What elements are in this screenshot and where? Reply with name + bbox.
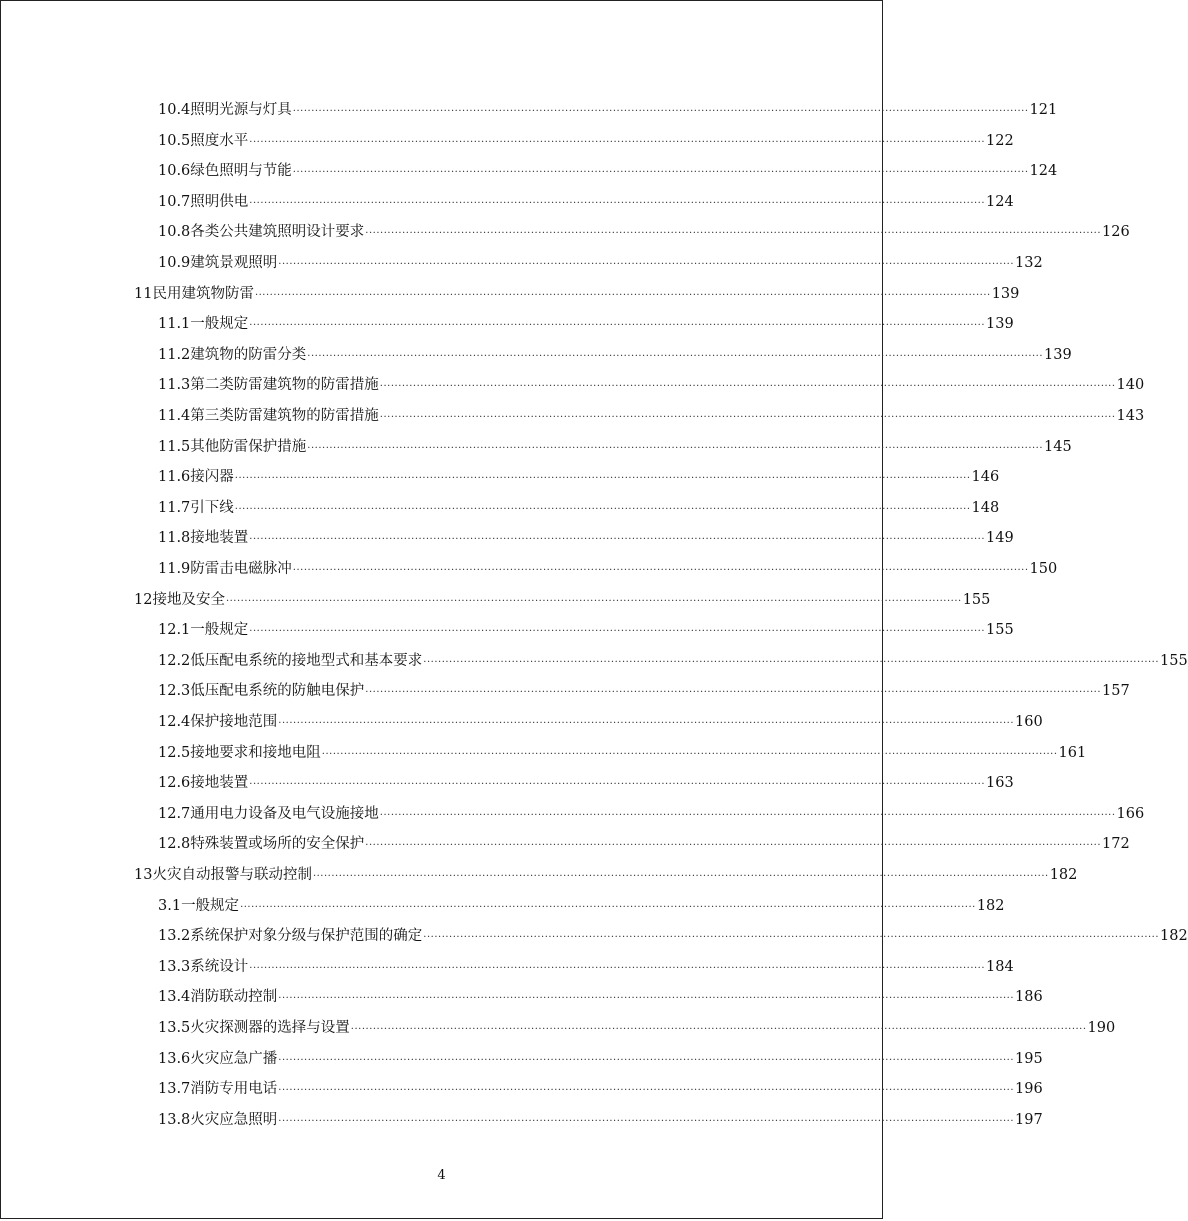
toc-entry-title: 系统保护对象分级与保护范围的确定 xyxy=(190,928,423,945)
toc-leader-dots: ········································································································································································································ xyxy=(423,932,1160,944)
page-number: 4 xyxy=(437,1168,446,1183)
toc-entry-page: 182 xyxy=(976,897,1005,914)
toc-entry-number: 11.8 xyxy=(158,530,191,547)
toc-entry-title: 第二类防雷建筑物的防雷措施 xyxy=(190,377,379,394)
toc-leader-dots: ········································································································································································································ xyxy=(321,748,1058,760)
toc-entry-number: 10.8 xyxy=(158,224,191,241)
toc-leader-dots: ········································································································································································································ xyxy=(249,626,986,638)
toc-entry-title: 消防联动控制 xyxy=(190,989,278,1006)
toc-entry-number: 12.1 xyxy=(158,622,191,639)
toc-entry-title: 照明光源与灯具 xyxy=(190,102,292,118)
toc-entry-title: 接地及安全 xyxy=(152,591,225,608)
toc-entry-title: 建筑物的防雷分类 xyxy=(190,346,307,363)
toc-entry-title: 照明供电 xyxy=(190,193,249,210)
toc-entry-page: 160 xyxy=(1015,714,1043,730)
toc-entry-number: 12.2 xyxy=(158,652,191,669)
toc-entry-page: 148 xyxy=(971,499,1000,516)
toc-entry-title: 一般规定 xyxy=(181,897,240,914)
toc-section-row xyxy=(158,437,1072,457)
toc-entry-page: 190 xyxy=(1087,1020,1116,1036)
toc-entry-title: 火灾应急照明 xyxy=(190,1111,278,1128)
toc-entry-page: 163 xyxy=(986,775,1014,792)
toc-entry-number: 13 xyxy=(134,867,153,883)
toc-section-row xyxy=(158,834,1130,854)
toc-entry-number: 11.6 xyxy=(158,469,191,486)
toc-entry-title: 保护接地范围 xyxy=(190,714,278,730)
toc-leader-dots: ········································································································································································································ xyxy=(240,901,976,913)
toc-leader-dots: ········································································································································································································ xyxy=(278,1115,1015,1127)
toc-entry-title: 引下线 xyxy=(190,499,234,516)
toc-chapter-row xyxy=(134,590,991,610)
toc-entry-page: 124 xyxy=(1029,163,1058,180)
toc-entry-number: 12.3 xyxy=(158,683,191,700)
toc-entry-number: 13.3 xyxy=(158,958,191,975)
toc-entry-number: 3.1 xyxy=(158,897,182,914)
toc-leader-dots: ········································································································································································································ xyxy=(379,412,1116,423)
toc-section-row xyxy=(158,743,1087,763)
toc-section-row xyxy=(158,620,1014,640)
toc-entry-title: 照度水平 xyxy=(190,132,249,149)
toc-section-row xyxy=(158,375,1145,395)
toc-entry-page: 139 xyxy=(986,316,1014,333)
toc-entry-number: 12.6 xyxy=(158,775,191,792)
toc-leader-dots: ········································································································································································································ xyxy=(278,1054,1015,1066)
toc-section-row xyxy=(158,804,1145,824)
toc-leader-dots: ········································································································································································································ xyxy=(365,228,1102,240)
toc-leader-dots: ········································································································································································································ xyxy=(278,1085,1015,1097)
toc-entry-page: 140 xyxy=(1116,377,1145,394)
toc-entry-title: 低压配电系统的接地型式和基本要求 xyxy=(190,652,423,669)
toc-leader-dots: ········································································································································································································ xyxy=(249,136,986,148)
toc-entry-page: 132 xyxy=(1015,255,1043,271)
toc-entry-title: 通用电力设备及电气设施接地 xyxy=(190,805,379,822)
toc-section-row xyxy=(158,345,1072,365)
toc-entry-number: 13.2 xyxy=(158,928,191,945)
toc-entry-page: 122 xyxy=(986,132,1014,149)
toc-entry-page: 126 xyxy=(1102,224,1130,241)
toc-leader-dots: ········································································································································································································ xyxy=(234,503,971,515)
toc-entry-page: 143 xyxy=(1116,408,1145,424)
toc-entry-title: 其他防雷保护措施 xyxy=(190,438,307,455)
toc-entry-page: 146 xyxy=(971,469,1000,486)
toc-leader-dots: ········································································································································································································ xyxy=(307,350,1044,362)
toc-section-row xyxy=(158,926,1188,946)
toc-entry-number: 13.4 xyxy=(158,989,191,1006)
toc-entry-number: 11.9 xyxy=(158,561,191,577)
toc-entry-page: 172 xyxy=(1102,836,1130,853)
toc-chapter-row xyxy=(134,284,1020,304)
toc-section-row xyxy=(158,528,1014,548)
toc-entry-title: 一般规定 xyxy=(190,622,249,639)
toc-leader-dots: ········································································································································································································ xyxy=(278,993,1015,1005)
toc-entry-number: 11.4 xyxy=(158,408,191,424)
toc-entry-number: 12.4 xyxy=(158,714,191,730)
toc-entry-title: 建筑景观照明 xyxy=(190,255,278,271)
toc-entry-title: 接闪器 xyxy=(190,469,234,486)
toc-entry-number: 12.7 xyxy=(158,805,191,822)
toc-entry-page: 155 xyxy=(1160,652,1188,669)
toc-section-row xyxy=(158,1079,1043,1099)
toc-entry-number: 11.2 xyxy=(158,346,191,363)
toc-entry-number: 12 xyxy=(134,591,153,608)
toc-section-row xyxy=(158,498,1000,518)
toc-entry-number: 11.1 xyxy=(158,316,191,333)
toc-section-row xyxy=(158,467,1000,487)
toc-leader-dots: ········································································································································································································ xyxy=(350,1024,1087,1035)
toc-section-row xyxy=(158,131,1014,151)
toc-entry-page: 166 xyxy=(1116,805,1145,822)
toc-entry-page: 150 xyxy=(1029,561,1058,577)
toc-section-row xyxy=(158,896,1005,916)
toc-section-row xyxy=(158,651,1188,671)
toc-leader-dots: ········································································································································································································ xyxy=(307,442,1044,454)
toc-leader-dots: ········································································································································································································ xyxy=(249,779,986,791)
toc-leader-dots: ········································································································································································································ xyxy=(292,167,1029,179)
toc-entry-number: 13.8 xyxy=(158,1111,191,1128)
toc-entry-page: 182 xyxy=(1049,867,1078,883)
toc-entry-title: 低压配电系统的防触电保护 xyxy=(190,683,365,700)
toc-entry-number: 11.3 xyxy=(158,377,191,394)
toc-entry-title: 各类公共建筑照明设计要求 xyxy=(190,224,365,241)
toc-entry-page: 161 xyxy=(1058,744,1087,761)
toc-section-row xyxy=(158,314,1014,334)
toc-entry-number: 13.6 xyxy=(158,1050,191,1067)
toc-section-row xyxy=(158,773,1014,793)
toc-section-row xyxy=(158,406,1145,426)
toc-entry-page: 121 xyxy=(1029,102,1058,118)
toc-entry-title: 第三类防雷建筑物的防雷措施 xyxy=(190,408,379,424)
toc-section-row xyxy=(158,222,1130,242)
toc-leader-dots: ········································································································································································································ xyxy=(234,473,971,485)
toc-entry-title: 民用建筑物防雷 xyxy=(152,285,254,302)
toc-leader-dots: ········································································································································································································ xyxy=(423,656,1160,668)
toc-entry-page: 195 xyxy=(1015,1050,1043,1067)
toc-entry-number: 11.7 xyxy=(158,499,191,516)
toc-entry-page: 196 xyxy=(1015,1081,1043,1098)
toc-entry-title: 接地装置 xyxy=(190,775,249,792)
toc-leader-dots: ········································································································································································································ xyxy=(249,534,986,546)
toc-leader-dots: ········································································································································································································ xyxy=(379,381,1116,393)
toc-entry-number: 13.5 xyxy=(158,1020,191,1036)
toc-section-row xyxy=(158,100,1058,120)
toc-section-row xyxy=(158,559,1058,579)
toc-entry-page: 124 xyxy=(986,193,1014,210)
toc-entry-title: 防雷击电磁脉冲 xyxy=(190,561,292,577)
toc-entry-page: 184 xyxy=(986,958,1014,975)
toc-entry-page: 186 xyxy=(1015,989,1043,1006)
toc-entry-title: 消防专用电话 xyxy=(190,1081,278,1098)
toc-section-row xyxy=(158,712,1043,732)
toc-entry-title: 接地要求和接地电阻 xyxy=(190,744,321,761)
toc-entry-title: 接地装置 xyxy=(190,530,249,547)
toc-entry-title: 火灾探测器的选择与设置 xyxy=(190,1020,350,1036)
toc-section-row xyxy=(158,1110,1043,1130)
toc-section-row xyxy=(158,253,1043,273)
toc-leader-dots: ········································································································································································································ xyxy=(312,871,1049,882)
toc-leader-dots: ········································································································································································································ xyxy=(225,595,962,607)
toc-entry-page: 139 xyxy=(1044,346,1072,363)
toc-entry-number: 12.5 xyxy=(158,744,191,761)
toc-entry-number: 11 xyxy=(134,285,153,302)
toc-leader-dots: ········································································································································································································ xyxy=(379,809,1116,821)
toc-entry-number: 12.8 xyxy=(158,836,191,853)
toc-section-row xyxy=(158,161,1058,181)
toc-leader-dots: ········································································································································································································ xyxy=(292,565,1029,576)
toc-entry-number: 10.9 xyxy=(158,255,191,271)
toc-entry-page: 182 xyxy=(1160,928,1188,945)
toc-section-row xyxy=(158,1049,1043,1069)
toc-entry-number: 10.6 xyxy=(158,163,191,180)
toc-section-row xyxy=(158,987,1043,1007)
toc-leader-dots: ········································································································································································································ xyxy=(365,840,1102,852)
toc-section-row xyxy=(158,192,1014,212)
toc-entry-page: 145 xyxy=(1044,438,1072,455)
toc-entry-number: 13.7 xyxy=(158,1081,191,1098)
toc-leader-dots: ········································································································································································································ xyxy=(249,320,986,332)
toc-entry-title: 火灾自动报警与联动控制 xyxy=(152,867,312,883)
toc-entry-title: 特殊装置或场所的安全保护 xyxy=(190,836,365,853)
toc-leader-dots: ········································································································································································································ xyxy=(249,197,986,209)
toc-entry-number: 10.5 xyxy=(158,132,191,149)
toc-leader-dots: ········································································································································································································ xyxy=(254,289,991,301)
toc-section-row xyxy=(158,681,1130,701)
toc-entry-title: 系统设计 xyxy=(190,958,249,975)
toc-entry-number: 10.7 xyxy=(158,193,191,210)
toc-leader-dots: ········································································································································································································ xyxy=(249,962,986,974)
toc-entry-page: 149 xyxy=(986,530,1014,547)
toc-entry-title: 绿色照明与节能 xyxy=(190,163,292,180)
toc-entry-page: 155 xyxy=(962,591,991,608)
toc-entry-page: 155 xyxy=(986,622,1014,639)
toc-entry-title: 火灾应急广播 xyxy=(190,1050,278,1067)
toc-entry-page: 197 xyxy=(1015,1111,1043,1128)
toc-chapter-row xyxy=(134,865,1078,885)
toc-leader-dots: ········································································································································································································ xyxy=(278,259,1015,270)
toc-leader-dots: ········································································································································································································ xyxy=(292,106,1029,117)
toc-entry-number: 10.4 xyxy=(158,102,191,118)
toc-leader-dots: ········································································································································································································ xyxy=(365,687,1102,699)
toc-entry-page: 139 xyxy=(991,285,1020,302)
toc-entry-number: 11.5 xyxy=(158,438,191,455)
toc-section-row xyxy=(158,1018,1116,1038)
toc-section-row xyxy=(158,957,1014,977)
toc-entry-title: 一般规定 xyxy=(190,316,249,333)
toc-entry-page: 157 xyxy=(1102,683,1130,700)
toc-leader-dots: ········································································································································································································ xyxy=(278,718,1015,729)
